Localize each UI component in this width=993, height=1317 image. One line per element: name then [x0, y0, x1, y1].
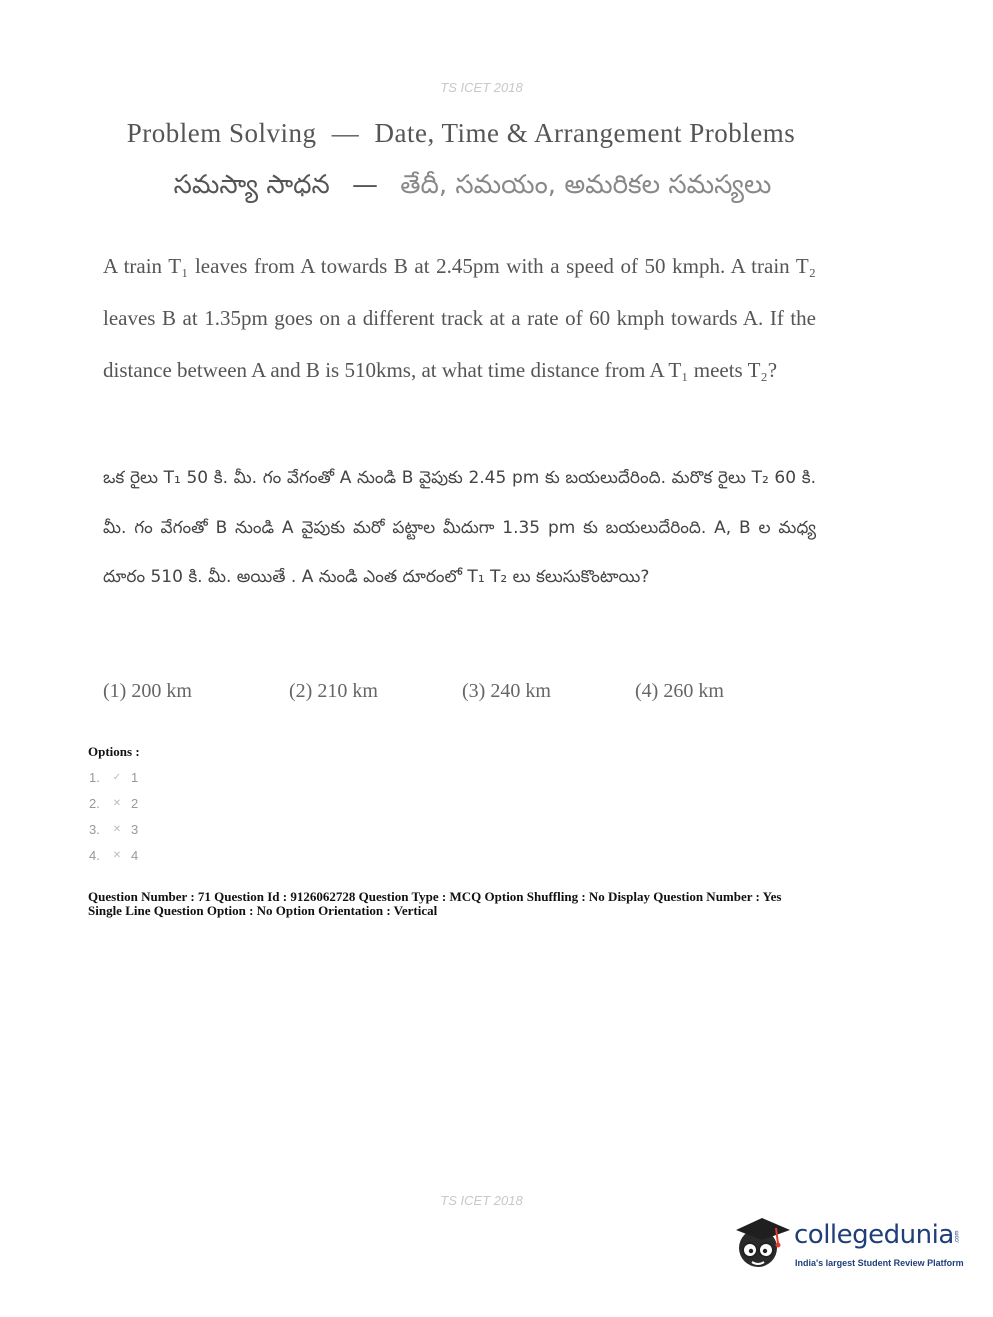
check-icon: ✓	[112, 771, 122, 783]
watermark-top: TS ICET 2018	[440, 80, 523, 95]
meta-line-1: Question Number : 71 Question Id : 9126062728 Question Type : MCQ Option Shuffling : No Display Question Number : Yes	[88, 889, 782, 904]
question-metadata	[88, 890, 888, 918]
title-te-dash: —	[352, 170, 379, 200]
collegedunia-logo	[732, 1210, 972, 1285]
section-title-english	[0, 118, 922, 149]
title-te-left: సమస్యా సాధన	[173, 170, 330, 200]
title-en-right: Date, Time & Arrangement Problems	[374, 118, 796, 148]
meta-line-2: Single Line Question Option : No Option Orientation : Vertical	[88, 903, 438, 918]
answer-choices	[103, 680, 823, 712]
option-number: 2.	[89, 795, 100, 811]
choice-1: (1) 200 km	[103, 680, 192, 702]
section-title-telugu	[0, 170, 945, 206]
option-label: 2	[131, 795, 139, 811]
option-label: 4	[131, 847, 139, 863]
choice-4: (4) 260 km	[635, 680, 724, 702]
question-english: A train T₁ leaves from A towards B at 2.45pm with a speed of 50 kmph. A train T₂ leaves B at 1.35pm goes on a different track at a rate of 60 kmph towards A. If the distance between A and B is 510kms, at what time distance from A T₁ meets T₂?	[103, 254, 816, 382]
options-heading: Options :	[88, 744, 140, 759]
logo-tagline: India's largest Student Review Platform	[795, 1258, 964, 1268]
option-number: 1.	[89, 769, 100, 785]
cross-icon: ✕	[112, 823, 122, 835]
option-row	[89, 816, 138, 842]
logo-text: collegedunia	[794, 1220, 954, 1250]
title-dash: —	[331, 118, 360, 148]
choice-2: (2) 210 km	[289, 680, 378, 702]
logo-com: .com	[954, 1230, 961, 1244]
cross-icon: ✕	[112, 797, 122, 809]
option-row	[89, 842, 138, 868]
title-te-right: తేదీ, సమయం, అమరికల సమస్యలు	[400, 170, 772, 200]
option-label: 1	[131, 769, 139, 785]
option-number: 4.	[89, 847, 100, 863]
option-label: 3	[131, 821, 139, 837]
option-row	[89, 764, 138, 790]
title-en-left: Problem Solving	[126, 118, 317, 148]
cross-icon: ✕	[112, 849, 122, 861]
mascot-icon	[732, 1210, 794, 1280]
question-telugu: ఒక రైలు T₁ 50 కి. మీ. గం వేగంతో A నుండి B వైపుకు 2.45 pm కు బయలుదేరింది. మరొక రైలు T₂ 60 కి. మీ. గం వేగంతో B నుండి A వైపుకు మరో పట్టాల మీదుగా 1.35 pm కు బయలుదేరింది. A, B ల మధ్య దూరం 510 కి. మీ. అయితే . A నుండి ఎంత దూరంలో T₁ T₂ లు కలుసుకొంటాయి?	[103, 468, 816, 587]
option-number: 3.	[89, 821, 100, 837]
option-row	[89, 790, 138, 816]
watermark-bottom: TS ICET 2018	[440, 1193, 523, 1208]
options-list	[89, 764, 138, 868]
choice-3: (3) 240 km	[462, 680, 551, 702]
